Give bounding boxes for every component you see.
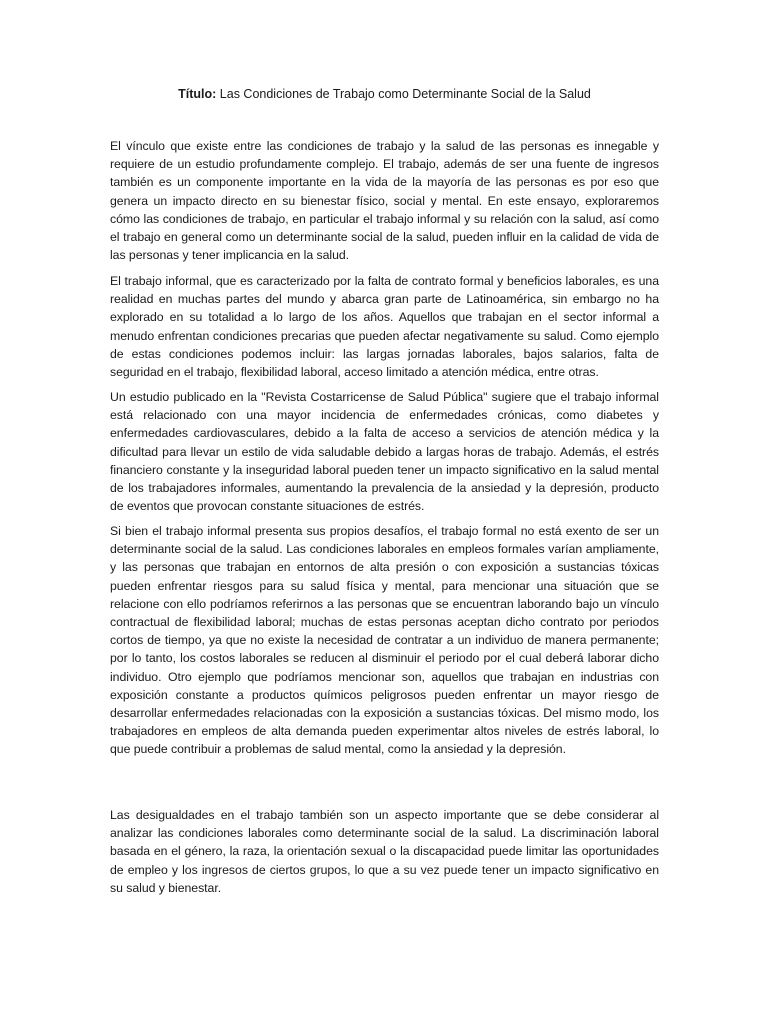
paragraph-inequalities: Las desigualdades en el trabajo también son un aspecto importante que se debe considerar al analizar las condiciones laborales como determinante social de la salud. La discriminación laboral basada en el género, la raza, la orientación sexual o la discapacidad puede limitar las oportunidades de empleo y los ingresos de ciertos grupos, lo que a su vez puede tener un impacto significativo en su salud y bienestar. xyxy=(110,808,659,895)
document-title xyxy=(110,85,659,103)
paragraph-study: Un estudio publicado en la "Revista Costarricense de Salud Pública" sugiere que el trabajo informal está relacionado con una mayor incidencia de enfermedades crónicas, como diabetes y enfermedades cardiovasculares, debido a la falta de acceso a servicios de atención médica y la dificultad para llevar un estilo de vida saludable debido a largas horas de trabajo. Además, el estrés financiero constante y la inseguridad laboral pueden tener un impacto significativo en la salud mental de los trabajadores informales, aumentando la prevalencia de la ansiedad y la depresión, producto de eventos que provocan constante situaciones de estrés. xyxy=(110,390,659,514)
paragraph-introduction: El vínculo que existe entre las condiciones de trabajo y la salud de las personas es innegable y requiere de un estudio profundamente complejo. El trabajo, además de ser una fuente de ingresos también es un componente importante en la vida de la mayoría de las personas es por eso que genera un impacto directo en su bienestar físico, social y mental. En este ensayo, exploraremos cómo las condiciones de trabajo, en particular el trabajo informal y su relación con la salud, así como el trabajo en general como un determinante social de la salud, pueden influir en la calidad de vida de las personas y tener implicancia en la salud. xyxy=(110,139,659,263)
paragraph-informal-work: El trabajo informal, que es caracterizado por la falta de contrato formal y beneficios laborales, es una realidad en muchas partes del mundo y abarca gran parte de Latinoamérica, sin embargo no ha explorado en su totalidad a lo largo de los años. Aquellos que trabajan en el sector informal a menudo enfrentan condiciones precarias que pueden afectar negativamente su salud. Como ejemplo de estas condiciones podemos incluir: las largas jornadas laborales, bajos salarios, falta de seguridad en el trabajo, flexibilidad laboral, acceso limitado a atención médica, entre otras. xyxy=(110,274,659,380)
document-page xyxy=(110,0,659,1024)
paragraph-formal-work: Si bien el trabajo informal presenta sus propios desafíos, el trabajo formal no está exento de ser un determinante social de la salud. Las condiciones laborales en empleos formales varían ampliamente, y las personas que trabajan en entornos de alta presión o con exposición a sustancias tóxicas pueden enfrentar riesgos para su salud física y mental, para mencionar una situación que se relacione con ello podríamos referirnos a las personas que se encuentran laborando bajo un vínculo contractual de flexibilidad laboral; muchas de estas personas aceptan dicho contrato por periodos cortos de tiempo, ya que no existe la necesidad de contratar a un individuo de manera permanente; por lo tanto, los costos laborales se reducen al disminuir el periodo por el cual deberá laborar dicho individuo. Otro ejemplo que podríamos mencionar son, aquellos que trabajan en industrias con exposición constante a productos químicos peligrosos pueden enfrentar un mayor riesgo de desarrollar enfermedades relacionadas con la exposición a sustancias tóxicas. Del mismo modo, los trabajadores en empleos de alta demanda pueden experimentar altos niveles de estrés laboral, lo que puede contribuir a problemas de salud mental, como la ansiedad y la depresión. xyxy=(110,524,659,757)
title-label: Título: xyxy=(178,87,217,101)
title-text: Las Condiciones de Trabajo como Determinante Social de la Salud xyxy=(219,87,591,101)
